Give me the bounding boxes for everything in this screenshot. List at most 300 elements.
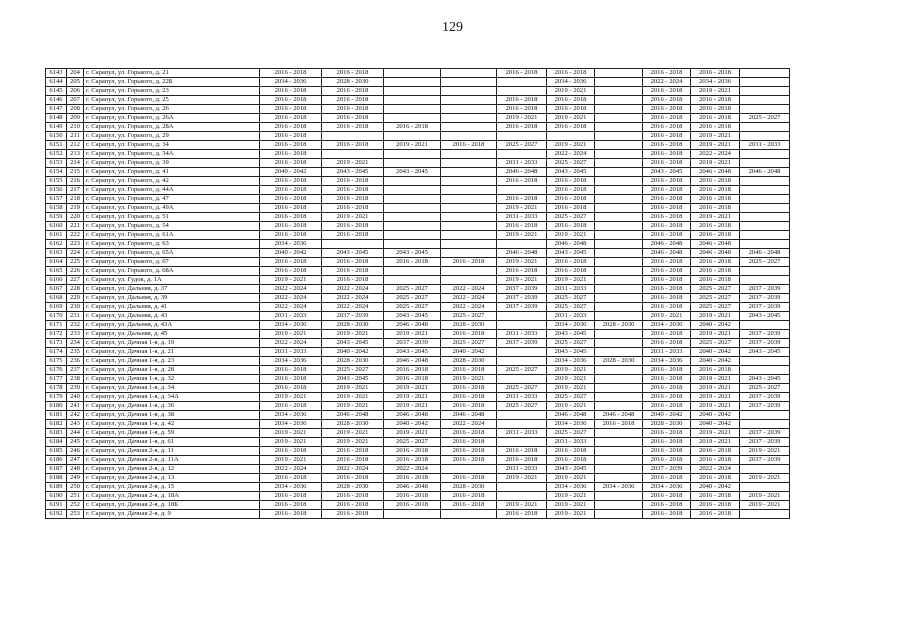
period-cell bbox=[595, 402, 643, 411]
period-cell: 2016 - 2018 bbox=[497, 69, 547, 78]
record-number-cell: 6177 bbox=[46, 375, 67, 384]
local-number-cell: 245 bbox=[67, 438, 84, 447]
period-cell: 2037 - 2039 bbox=[740, 285, 790, 294]
period-cell bbox=[595, 240, 643, 249]
period-cell: 2019 - 2021 bbox=[547, 384, 595, 393]
period-cell: 2025 - 2027 bbox=[547, 159, 595, 168]
period-cell: 2016 - 2018 bbox=[643, 258, 691, 267]
period-cell: 2019 - 2021 bbox=[691, 393, 740, 402]
period-cell: 2043 - 2045 bbox=[384, 168, 441, 177]
period-cell: 2043 - 2045 bbox=[547, 249, 595, 258]
address-cell: г. Сарапул, ул. Горького, д. 49А bbox=[84, 204, 260, 213]
period-cell: 2037 - 2039 bbox=[740, 438, 790, 447]
record-number-cell: 6144 bbox=[46, 78, 67, 87]
address-cell: г. Сарапул, ул. Дачная 1-я, д. 42 bbox=[84, 420, 260, 429]
record-number-cell: 6191 bbox=[46, 501, 67, 510]
table-row bbox=[46, 195, 790, 204]
period-cell: 2016 - 2018 bbox=[595, 420, 643, 429]
period-cell: 2016 - 2018 bbox=[322, 141, 384, 150]
table-row bbox=[46, 231, 790, 240]
address-cell: г. Сарапул, ул. Горького, д. 54 bbox=[84, 222, 260, 231]
period-cell bbox=[384, 78, 441, 87]
address-cell: г. Сарапул, ул. Горького, д. 39 bbox=[84, 159, 260, 168]
record-number-cell: 6156 bbox=[46, 186, 67, 195]
period-cell bbox=[441, 510, 497, 519]
period-cell: 2016 - 2018 bbox=[322, 114, 384, 123]
period-cell bbox=[547, 132, 595, 141]
period-cell: 2034 - 2036 bbox=[260, 420, 322, 429]
address-cell: г. Сарапул, ул. Горького, д. 22Б bbox=[84, 78, 260, 87]
period-cell: 2016 - 2018 bbox=[322, 87, 384, 96]
period-cell bbox=[384, 177, 441, 186]
period-cell bbox=[740, 69, 790, 78]
period-cell bbox=[595, 330, 643, 339]
local-number-cell: 205 bbox=[67, 78, 84, 87]
period-cell: 2034 - 2036 bbox=[547, 321, 595, 330]
period-cell: 2031 - 2033 bbox=[497, 393, 547, 402]
address-cell: г. Сарапул, ул. Дачная 1-я, д. 19 bbox=[84, 339, 260, 348]
period-cell bbox=[595, 312, 643, 321]
period-cell bbox=[595, 87, 643, 96]
local-number-cell: 251 bbox=[67, 492, 84, 501]
period-cell: 2022 - 2024 bbox=[322, 303, 384, 312]
local-number-cell: 227 bbox=[67, 276, 84, 285]
period-cell bbox=[441, 87, 497, 96]
period-cell: 2019 - 2021 bbox=[384, 429, 441, 438]
period-cell: 2028 - 2030 bbox=[322, 321, 384, 330]
period-cell bbox=[740, 222, 790, 231]
local-number-cell: 222 bbox=[67, 231, 84, 240]
record-number-cell: 6176 bbox=[46, 366, 67, 375]
record-number-cell: 6165 bbox=[46, 267, 67, 276]
period-cell: 2025 - 2027 bbox=[547, 294, 595, 303]
period-cell bbox=[384, 267, 441, 276]
period-cell: 2025 - 2027 bbox=[547, 429, 595, 438]
period-cell: 2037 - 2039 bbox=[322, 312, 384, 321]
table-row bbox=[46, 402, 790, 411]
period-cell: 2031 - 2033 bbox=[547, 312, 595, 321]
period-cell bbox=[497, 348, 547, 357]
record-number-cell: 6145 bbox=[46, 87, 67, 96]
period-cell: 2034 - 2036 bbox=[260, 321, 322, 330]
local-number-cell: 223 bbox=[67, 240, 84, 249]
period-cell bbox=[595, 339, 643, 348]
period-cell: 2016 - 2018 bbox=[691, 267, 740, 276]
table-body bbox=[46, 69, 790, 519]
period-cell: 2016 - 2018 bbox=[497, 447, 547, 456]
period-cell: 2037 - 2039 bbox=[740, 303, 790, 312]
address-cell: г. Сарапул, ул. Горького, д. 65А bbox=[84, 249, 260, 258]
period-cell: 2016 - 2018 bbox=[384, 123, 441, 132]
period-cell: 2016 - 2018 bbox=[643, 69, 691, 78]
period-cell: 2016 - 2018 bbox=[260, 231, 322, 240]
address-cell: г. Сарапул, ул. Горького, д. 41 bbox=[84, 168, 260, 177]
period-cell: 2016 - 2018 bbox=[260, 159, 322, 168]
period-cell: 2022 - 2024 bbox=[691, 150, 740, 159]
period-cell bbox=[384, 159, 441, 168]
period-cell: 2031 - 2033 bbox=[547, 438, 595, 447]
period-cell: 2019 - 2021 bbox=[547, 141, 595, 150]
period-cell: 2016 - 2018 bbox=[441, 501, 497, 510]
address-cell: г. Сарапул, ул. Дачная 1-я, д. 32 bbox=[84, 375, 260, 384]
record-number-cell: 6153 bbox=[46, 159, 67, 168]
period-cell: 2022 - 2024 bbox=[441, 303, 497, 312]
period-cell: 2016 - 2018 bbox=[260, 123, 322, 132]
period-cell: 2016 - 2018 bbox=[691, 114, 740, 123]
period-cell: 2016 - 2018 bbox=[643, 132, 691, 141]
period-cell: 2034 - 2036 bbox=[547, 483, 595, 492]
address-cell: г. Сарапул, ул. Горького, д. 51 bbox=[84, 213, 260, 222]
period-cell bbox=[384, 276, 441, 285]
period-cell: 2046 - 2048 bbox=[595, 411, 643, 420]
period-cell: 2043 - 2045 bbox=[384, 249, 441, 258]
local-number-cell: 244 bbox=[67, 429, 84, 438]
period-cell: 2016 - 2018 bbox=[441, 438, 497, 447]
record-number-cell: 6182 bbox=[46, 420, 67, 429]
table-row bbox=[46, 249, 790, 258]
period-cell: 2019 - 2021 bbox=[691, 87, 740, 96]
period-cell: 2025 - 2027 bbox=[441, 339, 497, 348]
period-cell bbox=[595, 447, 643, 456]
period-cell: 2019 - 2021 bbox=[384, 393, 441, 402]
period-cell: 2046 - 2048 bbox=[643, 240, 691, 249]
period-cell: 2037 - 2039 bbox=[740, 294, 790, 303]
address-cell: г. Сарапул, ул. Дальняя, д. 41 bbox=[84, 303, 260, 312]
local-number-cell: 240 bbox=[67, 393, 84, 402]
local-number-cell: 220 bbox=[67, 213, 84, 222]
local-number-cell: 253 bbox=[67, 510, 84, 519]
address-cell: г. Сарапул, ул. Гудок, д. 1А bbox=[84, 276, 260, 285]
record-number-cell: 6172 bbox=[46, 330, 67, 339]
period-cell: 2019 - 2021 bbox=[322, 330, 384, 339]
period-cell: 2022 - 2024 bbox=[384, 465, 441, 474]
period-cell: 2016 - 2018 bbox=[260, 177, 322, 186]
page-number: 129 bbox=[442, 20, 463, 35]
period-cell: 2016 - 2018 bbox=[497, 96, 547, 105]
period-cell bbox=[497, 240, 547, 249]
record-number-cell: 6152 bbox=[46, 150, 67, 159]
local-number-cell: 212 bbox=[67, 141, 84, 150]
period-cell bbox=[595, 465, 643, 474]
period-cell: 2034 - 2036 bbox=[643, 357, 691, 366]
period-cell: 2025 - 2027 bbox=[497, 384, 547, 393]
period-cell bbox=[595, 492, 643, 501]
period-cell: 2025 - 2027 bbox=[740, 384, 790, 393]
period-cell: 2019 - 2021 bbox=[260, 276, 322, 285]
table-row bbox=[46, 267, 790, 276]
period-cell: 2040 - 2042 bbox=[260, 249, 322, 258]
period-cell: 2034 - 2036 bbox=[547, 357, 595, 366]
record-number-cell: 6147 bbox=[46, 105, 67, 114]
local-number-cell: 213 bbox=[67, 150, 84, 159]
table-row bbox=[46, 321, 790, 330]
period-cell: 2028 - 2030 bbox=[595, 357, 643, 366]
address-cell: г. Сарапул, ул. Дачная 2-я, д. 15 bbox=[84, 483, 260, 492]
period-cell: 2019 - 2021 bbox=[384, 384, 441, 393]
period-cell: 2016 - 2018 bbox=[547, 195, 595, 204]
period-cell: 2016 - 2018 bbox=[322, 258, 384, 267]
period-cell: 2031 - 2033 bbox=[740, 141, 790, 150]
period-cell: 2016 - 2018 bbox=[441, 393, 497, 402]
period-cell: 2016 - 2018 bbox=[691, 501, 740, 510]
period-cell bbox=[322, 240, 384, 249]
period-cell bbox=[384, 231, 441, 240]
period-cell bbox=[595, 393, 643, 402]
period-cell: 2019 - 2021 bbox=[322, 159, 384, 168]
period-cell: 2028 - 2030 bbox=[595, 321, 643, 330]
period-cell: 2016 - 2018 bbox=[322, 105, 384, 114]
period-cell bbox=[595, 267, 643, 276]
period-cell: 2016 - 2018 bbox=[441, 330, 497, 339]
local-number-cell: 250 bbox=[67, 483, 84, 492]
local-number-cell: 237 bbox=[67, 366, 84, 375]
period-cell bbox=[595, 132, 643, 141]
period-cell: 2019 - 2021 bbox=[260, 456, 322, 465]
period-cell: 2019 - 2021 bbox=[322, 393, 384, 402]
table-row bbox=[46, 276, 790, 285]
address-cell: г. Сарапул, ул. Дачная 2-я, д. 11А bbox=[84, 456, 260, 465]
period-cell: 2034 - 2036 bbox=[595, 483, 643, 492]
period-cell bbox=[497, 132, 547, 141]
table-row bbox=[46, 465, 790, 474]
period-cell: 2031 - 2033 bbox=[497, 465, 547, 474]
period-cell: 2022 - 2024 bbox=[441, 294, 497, 303]
period-cell bbox=[497, 150, 547, 159]
table-row bbox=[46, 177, 790, 186]
period-cell: 2016 - 2018 bbox=[691, 258, 740, 267]
period-cell: 2019 - 2021 bbox=[547, 501, 595, 510]
period-cell: 2016 - 2018 bbox=[384, 474, 441, 483]
address-cell: г. Сарапул, ул. Дачная 2-я, д. 11 bbox=[84, 447, 260, 456]
period-cell: 2037 - 2039 bbox=[740, 429, 790, 438]
local-number-cell: 249 bbox=[67, 474, 84, 483]
period-cell bbox=[497, 186, 547, 195]
period-cell: 2016 - 2018 bbox=[322, 177, 384, 186]
period-cell: 2016 - 2018 bbox=[384, 456, 441, 465]
period-cell bbox=[595, 231, 643, 240]
table-row bbox=[46, 285, 790, 294]
period-cell: 2034 - 2036 bbox=[547, 420, 595, 429]
period-cell: 2046 - 2048 bbox=[740, 168, 790, 177]
period-cell: 2016 - 2018 bbox=[691, 123, 740, 132]
period-cell: 2046 - 2048 bbox=[322, 411, 384, 420]
period-cell: 2016 - 2018 bbox=[643, 429, 691, 438]
period-cell: 2022 - 2024 bbox=[547, 150, 595, 159]
period-cell: 2019 - 2021 bbox=[691, 141, 740, 150]
period-cell: 2019 - 2021 bbox=[740, 447, 790, 456]
period-cell: 2016 - 2018 bbox=[643, 393, 691, 402]
period-cell: 2016 - 2018 bbox=[322, 510, 384, 519]
period-cell: 2025 - 2027 bbox=[384, 303, 441, 312]
period-cell: 2043 - 2045 bbox=[547, 465, 595, 474]
record-number-cell: 6162 bbox=[46, 240, 67, 249]
address-cell: г. Сарапул, ул. Горького, д. 23 bbox=[84, 87, 260, 96]
period-cell: 2016 - 2018 bbox=[322, 474, 384, 483]
period-cell: 2040 - 2042 bbox=[384, 420, 441, 429]
table-row bbox=[46, 366, 790, 375]
period-cell: 2046 - 2048 bbox=[691, 168, 740, 177]
period-cell bbox=[441, 267, 497, 276]
period-cell bbox=[595, 258, 643, 267]
period-cell bbox=[595, 249, 643, 258]
period-cell bbox=[441, 195, 497, 204]
period-cell: 2037 - 2039 bbox=[643, 465, 691, 474]
local-number-cell: 246 bbox=[67, 447, 84, 456]
period-cell: 2019 - 2021 bbox=[322, 429, 384, 438]
period-cell: 2016 - 2018 bbox=[643, 447, 691, 456]
period-cell: 2016 - 2018 bbox=[260, 501, 322, 510]
table-row bbox=[46, 78, 790, 87]
period-cell bbox=[595, 168, 643, 177]
period-cell: 2016 - 2018 bbox=[643, 231, 691, 240]
period-cell: 2019 - 2021 bbox=[691, 438, 740, 447]
period-cell: 2022 - 2024 bbox=[691, 465, 740, 474]
local-number-cell: 209 bbox=[67, 114, 84, 123]
period-cell bbox=[497, 420, 547, 429]
period-cell bbox=[740, 276, 790, 285]
table-row bbox=[46, 456, 790, 465]
period-cell: 2019 - 2021 bbox=[260, 429, 322, 438]
period-cell: 2019 - 2021 bbox=[691, 330, 740, 339]
period-cell: 2016 - 2018 bbox=[260, 474, 322, 483]
period-cell: 2037 - 2039 bbox=[740, 393, 790, 402]
address-cell: г. Сарапул, ул. Горького, д. 34А bbox=[84, 150, 260, 159]
period-cell: 2016 - 2018 bbox=[384, 366, 441, 375]
period-cell: 2031 - 2033 bbox=[497, 330, 547, 339]
record-number-cell: 6180 bbox=[46, 402, 67, 411]
period-cell: 2016 - 2018 bbox=[260, 258, 322, 267]
local-number-cell: 232 bbox=[67, 321, 84, 330]
period-cell: 2019 - 2021 bbox=[322, 402, 384, 411]
period-cell: 2016 - 2018 bbox=[497, 510, 547, 519]
table-row bbox=[46, 132, 790, 141]
period-cell bbox=[740, 420, 790, 429]
period-cell: 2016 - 2018 bbox=[260, 114, 322, 123]
table-row bbox=[46, 186, 790, 195]
period-cell bbox=[384, 69, 441, 78]
period-cell: 2016 - 2018 bbox=[322, 231, 384, 240]
period-cell bbox=[740, 78, 790, 87]
period-cell: 2016 - 2018 bbox=[384, 447, 441, 456]
period-cell: 2019 - 2021 bbox=[497, 204, 547, 213]
period-cell: 2016 - 2018 bbox=[691, 231, 740, 240]
period-cell bbox=[740, 267, 790, 276]
period-cell bbox=[384, 105, 441, 114]
table-row bbox=[46, 474, 790, 483]
period-cell: 2022 - 2024 bbox=[441, 285, 497, 294]
local-number-cell: 248 bbox=[67, 465, 84, 474]
period-cell bbox=[384, 87, 441, 96]
period-cell bbox=[595, 69, 643, 78]
address-cell: г. Сарапул, ул. Горького, д. 29 bbox=[84, 132, 260, 141]
period-cell: 2046 - 2048 bbox=[497, 168, 547, 177]
period-cell: 2016 - 2018 bbox=[260, 366, 322, 375]
table-row bbox=[46, 87, 790, 96]
period-cell: 2016 - 2018 bbox=[547, 267, 595, 276]
address-cell: г. Сарапул, ул. Дачная 2-я, д. 13 bbox=[84, 474, 260, 483]
table-row bbox=[46, 411, 790, 420]
local-number-cell: 231 bbox=[67, 312, 84, 321]
period-cell: 2016 - 2018 bbox=[497, 267, 547, 276]
table-row bbox=[46, 294, 790, 303]
address-cell: г. Сарапул, ул. Дачная 1-я, д. 28 bbox=[84, 366, 260, 375]
period-cell: 2040 - 2042 bbox=[260, 168, 322, 177]
period-cell: 2016 - 2018 bbox=[691, 447, 740, 456]
period-cell: 2019 - 2021 bbox=[497, 474, 547, 483]
period-cell bbox=[441, 465, 497, 474]
period-cell bbox=[441, 159, 497, 168]
address-cell: г. Сарапул, ул. Горького, д. 47 bbox=[84, 195, 260, 204]
period-cell: 2016 - 2018 bbox=[643, 375, 691, 384]
address-cell: г. Сарапул, ул. Дачная 1-я, д. 23 bbox=[84, 357, 260, 366]
period-cell: 2046 - 2048 bbox=[384, 357, 441, 366]
period-cell: 2016 - 2018 bbox=[384, 492, 441, 501]
local-number-cell: 221 bbox=[67, 222, 84, 231]
period-cell: 2034 - 2036 bbox=[260, 357, 322, 366]
local-number-cell: 243 bbox=[67, 420, 84, 429]
period-cell: 2016 - 2018 bbox=[643, 177, 691, 186]
period-cell: 2016 - 2018 bbox=[547, 204, 595, 213]
period-cell: 2019 - 2021 bbox=[497, 258, 547, 267]
record-number-cell: 6157 bbox=[46, 195, 67, 204]
period-cell: 2016 - 2018 bbox=[322, 447, 384, 456]
period-cell: 2016 - 2018 bbox=[547, 447, 595, 456]
period-cell bbox=[384, 96, 441, 105]
period-cell: 2016 - 2018 bbox=[260, 510, 322, 519]
period-cell: 2022 - 2024 bbox=[260, 465, 322, 474]
period-cell bbox=[595, 438, 643, 447]
period-cell: 2016 - 2018 bbox=[260, 204, 322, 213]
period-cell: 2016 - 2018 bbox=[643, 276, 691, 285]
period-cell: 2016 - 2018 bbox=[547, 186, 595, 195]
period-cell bbox=[441, 78, 497, 87]
local-number-cell: 252 bbox=[67, 501, 84, 510]
period-cell bbox=[740, 213, 790, 222]
period-cell: 2016 - 2018 bbox=[643, 195, 691, 204]
table-row bbox=[46, 492, 790, 501]
table-row bbox=[46, 429, 790, 438]
table-row bbox=[46, 375, 790, 384]
period-cell: 2016 - 2018 bbox=[643, 285, 691, 294]
period-cell: 2019 - 2021 bbox=[547, 366, 595, 375]
period-cell: 2028 - 2030 bbox=[643, 420, 691, 429]
record-number-cell: 6158 bbox=[46, 204, 67, 213]
address-cell: г. Сарапул, ул. Дальняя, д. 45 bbox=[84, 330, 260, 339]
period-cell: 2016 - 2018 bbox=[643, 303, 691, 312]
local-number-cell: 236 bbox=[67, 357, 84, 366]
period-cell: 2025 - 2027 bbox=[691, 303, 740, 312]
address-cell: г. Сарапул, ул. Горького, д. 63 bbox=[84, 240, 260, 249]
period-cell: 2022 - 2024 bbox=[322, 465, 384, 474]
period-cell: 2016 - 2018 bbox=[441, 366, 497, 375]
record-number-cell: 6160 bbox=[46, 222, 67, 231]
period-cell: 2016 - 2018 bbox=[643, 366, 691, 375]
period-cell: 2040 - 2042 bbox=[691, 348, 740, 357]
period-cell: 2019 - 2021 bbox=[260, 438, 322, 447]
period-cell: 2016 - 2018 bbox=[691, 366, 740, 375]
period-cell bbox=[497, 312, 547, 321]
period-cell: 2025 - 2027 bbox=[547, 213, 595, 222]
table-row bbox=[46, 330, 790, 339]
period-cell bbox=[441, 168, 497, 177]
period-cell: 2016 - 2018 bbox=[260, 132, 322, 141]
period-cell: 2034 - 2036 bbox=[260, 411, 322, 420]
period-cell: 2016 - 2018 bbox=[691, 96, 740, 105]
period-cell: 2019 - 2021 bbox=[691, 402, 740, 411]
period-cell: 2016 - 2018 bbox=[260, 150, 322, 159]
period-cell bbox=[595, 348, 643, 357]
period-cell: 2040 - 2042 bbox=[441, 348, 497, 357]
